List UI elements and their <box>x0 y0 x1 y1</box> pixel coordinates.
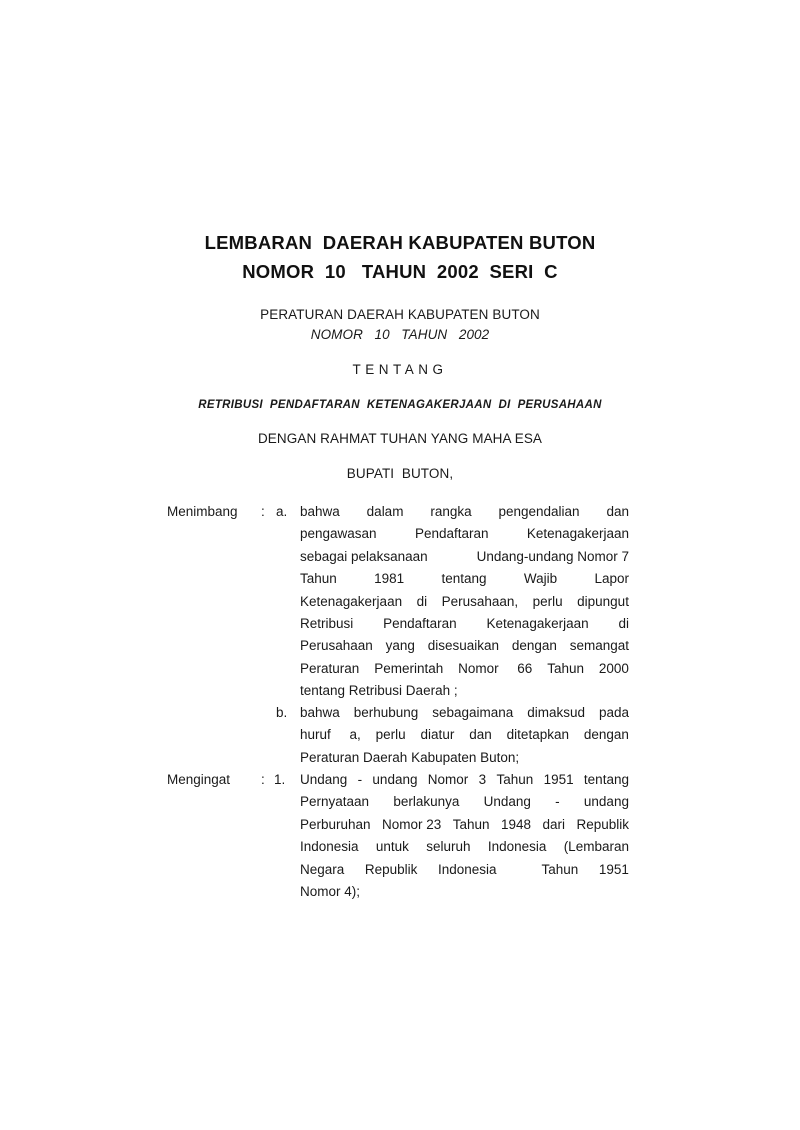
paragraph-line <box>300 817 629 832</box>
section-colon: : <box>261 504 265 519</box>
paragraph-line <box>300 839 629 854</box>
word: bahwa <box>300 504 340 519</box>
paragraph-line <box>300 571 629 586</box>
paragraph-line <box>300 638 629 653</box>
word: Nomor 23 <box>382 816 442 832</box>
word: Pendaftaran <box>414 526 489 542</box>
authority: BUPATI BUTON, <box>346 466 454 481</box>
word: undang <box>583 794 629 810</box>
word: Ketenagakerjaan <box>486 616 589 631</box>
word: 66 <box>513 660 533 676</box>
paragraph-line <box>300 727 629 742</box>
section-label-mengingat: Mengingat <box>167 772 231 787</box>
word: sebagai pelaksanaan <box>300 548 428 564</box>
word: Perburuhan <box>300 816 371 832</box>
word: (Lembaran <box>563 839 629 855</box>
word: disesuaikan <box>427 638 500 654</box>
word: Indonesia <box>487 839 547 855</box>
word: di <box>416 593 428 609</box>
word: Perusahaan <box>300 638 373 654</box>
word: pengendalian <box>498 504 580 519</box>
word: Perusahaan, <box>441 593 519 609</box>
paragraph-line <box>300 504 629 519</box>
item-marker: a. <box>276 504 288 519</box>
paragraph-line <box>300 705 629 720</box>
word: Pendaftaran <box>383 616 457 631</box>
word: tentang <box>583 772 629 787</box>
word: Pernyataan <box>300 794 370 810</box>
regulation-number: NOMOR 10 TAHUN 2002 <box>310 327 490 342</box>
word: di <box>618 616 629 631</box>
paragraph-line <box>300 750 629 765</box>
word: 1948 <box>501 816 532 832</box>
word: Nomor <box>427 772 469 787</box>
word: perlu <box>375 727 406 743</box>
word: tentang Retribusi Daerah ; <box>300 683 458 699</box>
word: Peraturan Daerah Kabupaten Buton; <box>300 749 520 765</box>
word: Indonesia <box>300 839 359 855</box>
about-heading: TENTANG <box>352 362 448 377</box>
item-marker: 1. <box>274 772 286 787</box>
word: ditetapkan <box>506 727 569 743</box>
word <box>517 862 521 877</box>
word: Tahun <box>541 861 579 877</box>
section-colon: : <box>261 772 265 787</box>
word: Nomor 4); <box>300 884 361 899</box>
invocation: DENGAN RAHMAT TUHAN YANG MAHA ESA <box>257 431 543 446</box>
word: dari <box>542 816 566 832</box>
gazette-title: LEMBARAN DAERAH KABUPATEN BUTON <box>204 232 596 253</box>
word: Tahun <box>547 660 584 676</box>
word: Pemerintah <box>374 660 444 676</box>
word: Nomor <box>458 660 499 676</box>
paragraph-line <box>300 594 629 609</box>
word: 1951 <box>598 861 629 877</box>
paragraph-line <box>300 526 629 541</box>
paragraph-line <box>300 884 629 899</box>
word: Retribusi <box>300 616 354 631</box>
word: Republik <box>576 816 629 832</box>
word: 1981 <box>374 571 405 587</box>
word: rangka <box>430 504 472 519</box>
word: Lapor <box>594 571 629 587</box>
paragraph-line <box>300 772 629 787</box>
word: Tahun <box>300 571 337 587</box>
paragraph-line <box>300 661 629 676</box>
word: 2000 <box>598 660 629 676</box>
word: sebagaimana <box>432 705 514 720</box>
word: Ketenagakerjaan <box>526 526 629 542</box>
item-marker: b. <box>276 705 288 720</box>
word: berhubung <box>353 705 419 720</box>
word: Tahun <box>496 772 534 787</box>
word: dan <box>606 504 629 519</box>
word: dengan <box>583 727 629 743</box>
word: dimaksud <box>527 705 586 720</box>
paragraph-line <box>300 683 629 698</box>
word: huruf <box>300 727 331 743</box>
gazette-number: NOMOR 10 TAHUN 2002 SERI C <box>242 261 558 282</box>
word: Negara <box>300 861 345 877</box>
word: semangat <box>569 638 629 654</box>
word: tentang <box>441 571 487 587</box>
word: - <box>357 772 363 787</box>
word: pengawasan <box>300 526 377 542</box>
paragraph-line <box>300 794 629 809</box>
word: untuk <box>375 839 409 855</box>
word: yang <box>385 638 415 654</box>
word: Peraturan <box>300 660 360 676</box>
word: undang <box>372 772 418 787</box>
word: seluruh <box>426 839 471 855</box>
word: dengan <box>511 638 557 654</box>
word: Tahun <box>452 816 490 832</box>
word: diatur <box>420 727 455 743</box>
word: Undang <box>300 772 348 787</box>
paragraph-line <box>300 862 629 877</box>
regulation-subject: RETRIBUSI PENDAFTARAN KETENAGAKERJAAN DI PERUSAHAAN <box>198 399 602 411</box>
word: dipungut <box>577 593 629 609</box>
word: - <box>555 794 560 810</box>
paragraph-line <box>300 549 629 564</box>
section-label-menimbang: Menimbang <box>167 504 238 519</box>
word: Undang-undang Nomor 7 <box>476 548 629 564</box>
word: Indonesia <box>438 861 497 877</box>
word: dalam <box>366 504 404 519</box>
word: Republik <box>364 861 418 877</box>
word: berlakunya <box>393 794 460 810</box>
regulation-title: PERATURAN DAERAH KABUPATEN BUTON <box>260 307 540 322</box>
word: dan <box>469 727 492 743</box>
word: Ketenagakerjaan <box>300 593 403 609</box>
word: pada <box>598 705 629 720</box>
word: 1951 <box>543 772 574 787</box>
word: Wajib <box>523 571 558 587</box>
word: perlu <box>532 593 563 609</box>
word: a, <box>345 727 361 743</box>
word: 3 <box>478 772 487 787</box>
paragraph-line <box>300 616 629 631</box>
word: Undang <box>483 794 531 810</box>
word: bahwa <box>300 705 340 720</box>
